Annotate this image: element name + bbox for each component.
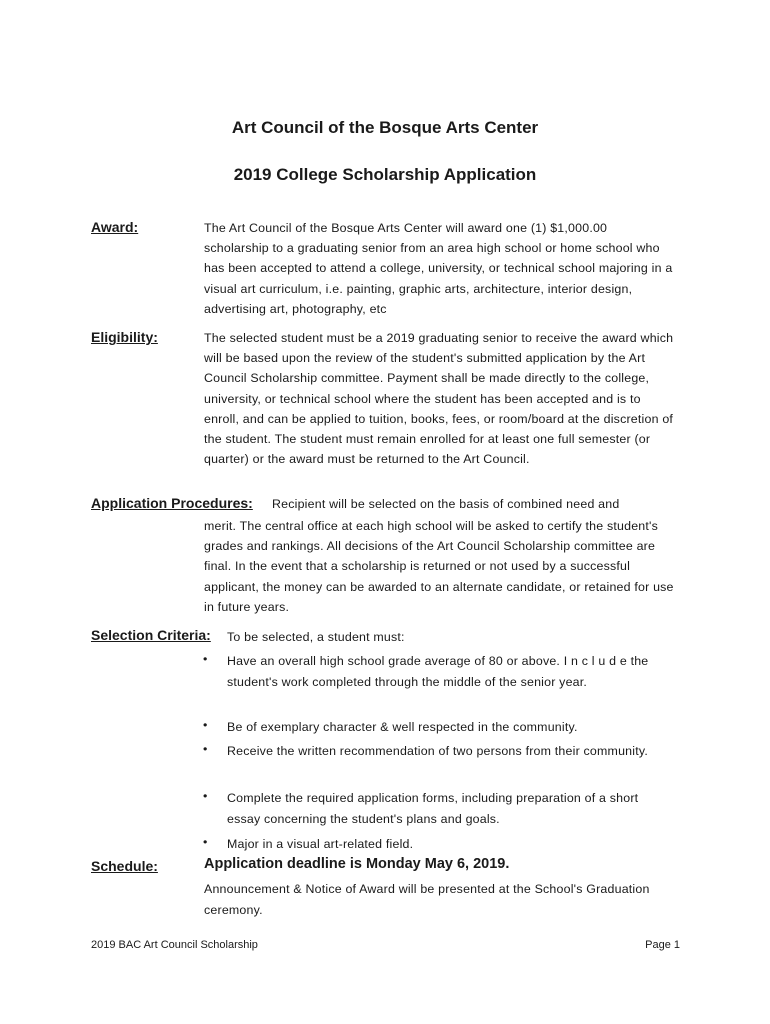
criteria-item-3: Receive the written recommendation of two persons from their community. [227, 744, 648, 758]
page-number: Page 1 [645, 939, 680, 951]
criteria-intro: To be selected, a student must: [227, 630, 405, 644]
criteria-item-2: Be of exemplary character & well respected in the community. [227, 720, 578, 734]
announcement-text: Announcement & Notice of Award will be presented at the School's Graduation ceremony. [204, 882, 650, 917]
bullet-1: • [203, 652, 208, 666]
bullet-2: • [203, 718, 208, 732]
criteria-item-5: Major in a visual art-related field. [227, 837, 414, 851]
criteria-label: Selection Criteria: [91, 627, 211, 643]
footer-title: 2019 BAC Art Council Scholarship [91, 939, 258, 951]
eligibility-label: Eligibility: [91, 329, 158, 345]
procedures-text: merit. The central office at each high school will be asked to certify the student's grades and rankings. All decisions of the Art Council Scholarship committee are final. In the event that a scholarship is returned or not used by a successful applicant, the money can be awarded to an alternate candidate, or retained for use in future years. [204, 519, 674, 614]
application-title: 2019 College Scholarship Application [233, 165, 537, 184]
bullet-5: • [203, 835, 208, 849]
eligibility-text: The selected student must be a 2019 graduating senior to receive the award which will be based upon the review of the student's submitted application by the Art Council Scholarship committee. Payment shall be made directly to the college, university, or technical school where the student has been accepted and is to enroll, and can be applied to tuition, books, fees, or room/board at the discretion of the student. The student must remain enrolled for at least one full semester (or quarter) or the award must be returned to the Art Council. [204, 331, 674, 467]
bullet-3: • [203, 742, 208, 756]
criteria-item-4: Complete the required application forms, including preparation of a short essay concerning the student's plans and goals. [227, 791, 639, 826]
procedures-label: Application Procedures: [91, 495, 253, 511]
criteria-item-1: Have an overall high school grade average of 80 or above. I n c l u d e the student's work completed through the middle of the senior year. [227, 654, 649, 689]
bullet-4: • [203, 789, 208, 803]
award-label: Award: [91, 219, 139, 235]
procedures-first-line: Recipient will be selected on the basis of combined need and [272, 497, 620, 511]
org-title: Art Council of the Bosque Arts Center [231, 118, 539, 137]
application-deadline: Application deadline is Monday May 6, 2019. [204, 856, 510, 872]
award-text: The Art Council of the Bosque Arts Center will award one (1) $1,000.00 scholarship to a graduating senior from an area high school or home school who has been accepted to attend a college, university, or technical school majoring in a visual art curriculum, i.e. painting, graphic arts, architecture, interior design, advertising art, photography, etc [204, 221, 673, 316]
schedule-label: Schedule: [91, 858, 158, 874]
